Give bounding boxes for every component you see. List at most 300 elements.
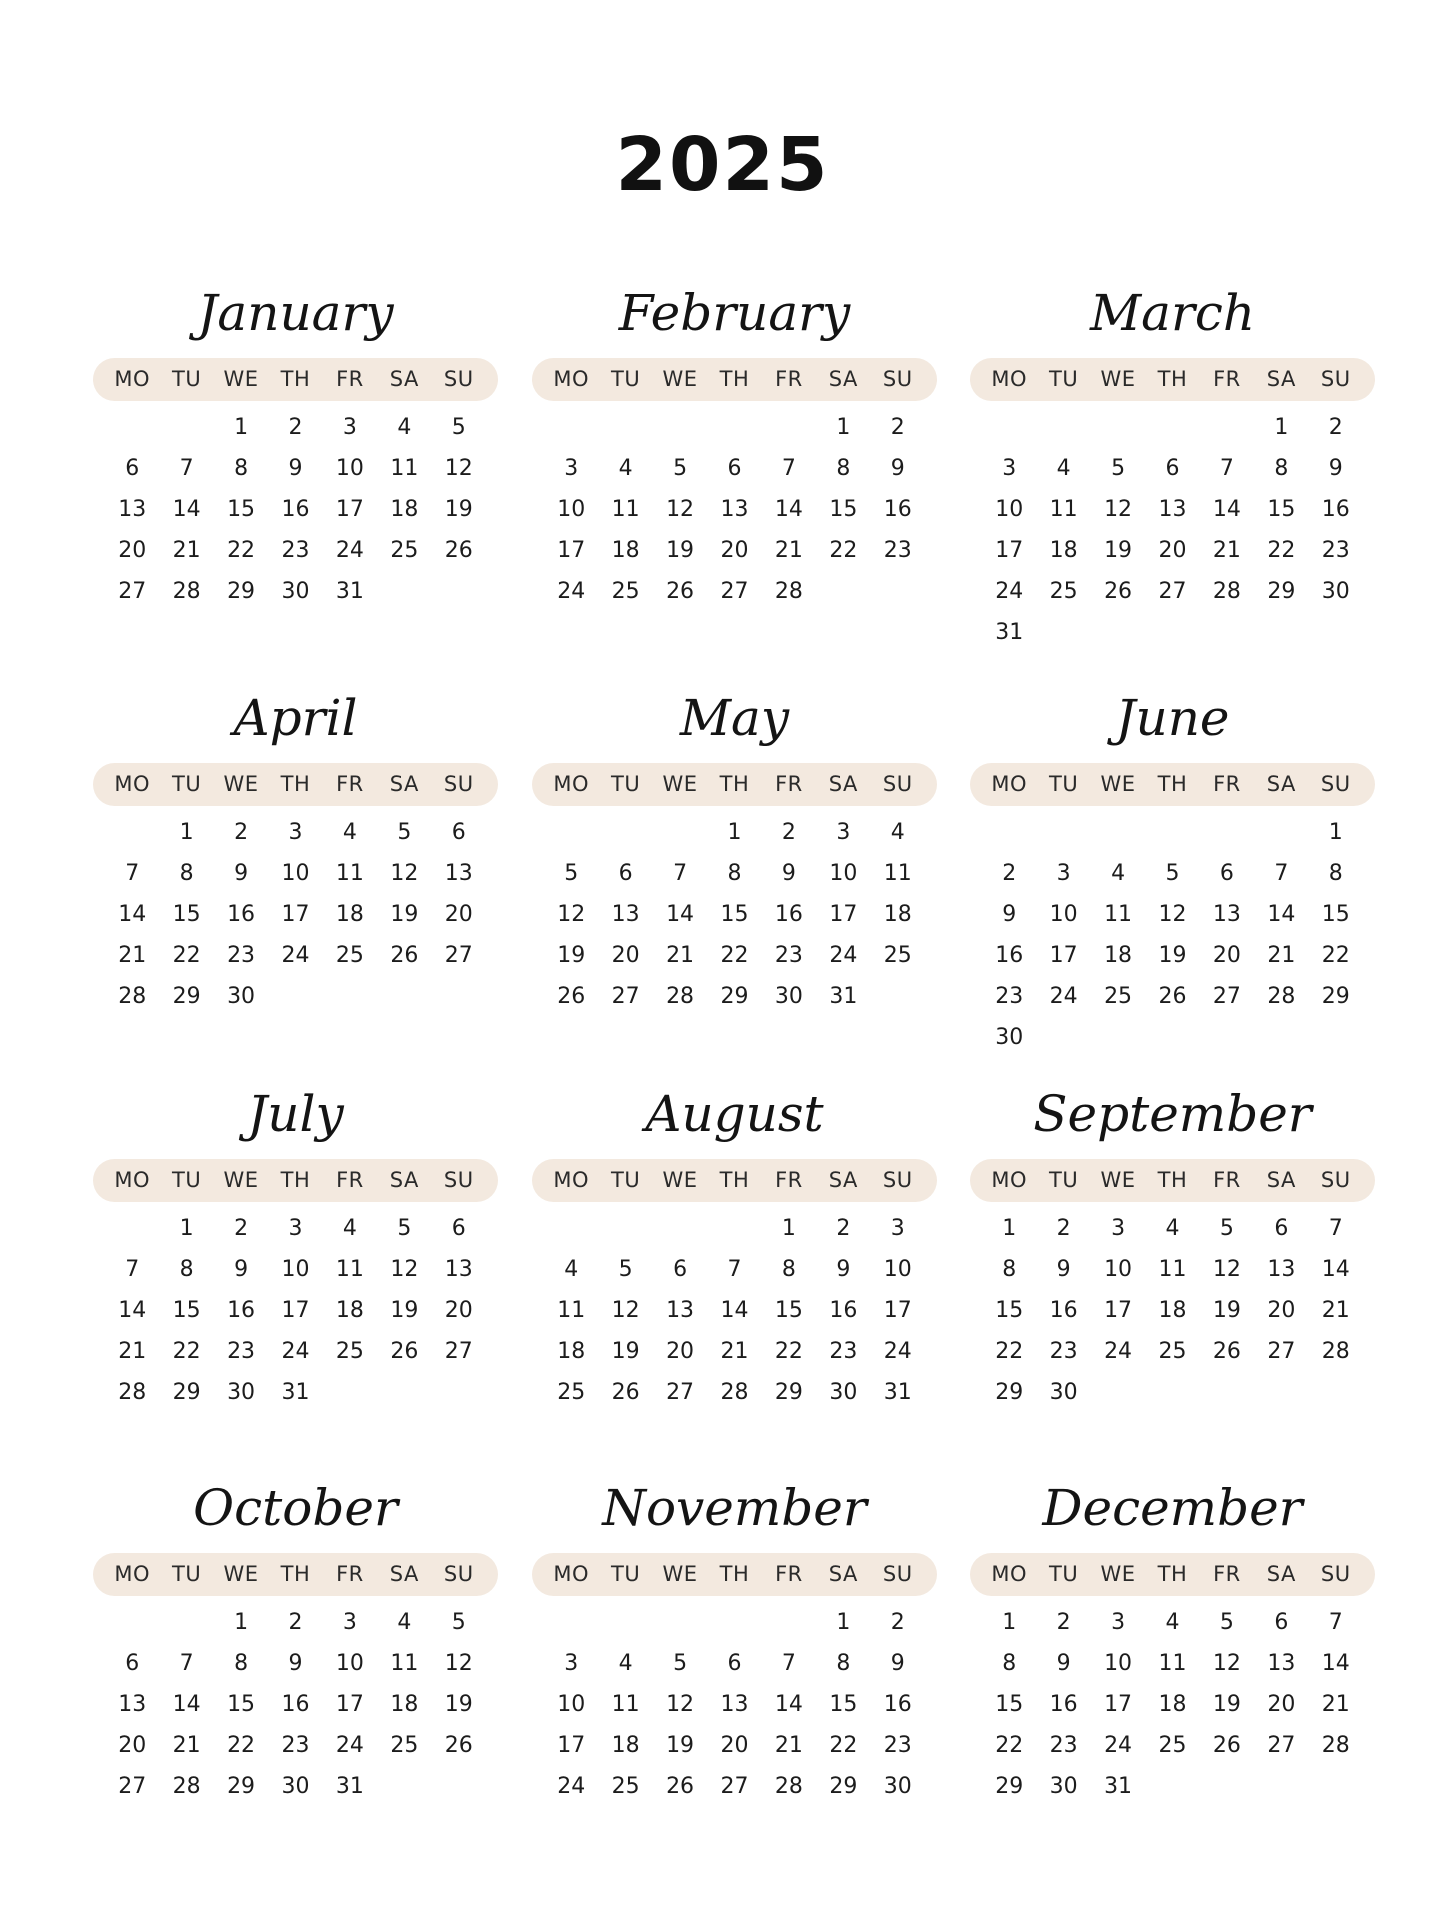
day-cell: 20: [720, 538, 749, 563]
day-cell: 28: [118, 1380, 147, 1405]
day-cell: 30: [281, 1774, 310, 1799]
weekday-header: [532, 358, 937, 401]
empty-day-cell: [707, 1208, 761, 1249]
day-cell: 23: [995, 984, 1024, 1009]
day-cell: 23: [883, 1733, 912, 1758]
day-cell: 16: [281, 1692, 310, 1717]
weekday-label: FR: [775, 772, 803, 796]
weekday-label: SA: [389, 1168, 419, 1192]
empty-day-cell: [598, 1208, 652, 1249]
day-cell: 16: [281, 497, 310, 522]
day-cell: 26: [666, 579, 695, 604]
day-cell: 29: [227, 1774, 256, 1799]
day-cell: 13: [118, 497, 147, 522]
day-cell: 15: [172, 1298, 201, 1323]
day-cell: 5: [1219, 1216, 1234, 1241]
year-title: 2025: [615, 122, 830, 208]
day-cell: 24: [281, 1339, 310, 1364]
day-cell: 7: [673, 861, 688, 886]
weekday-label: SU: [443, 1168, 474, 1192]
day-cell: 26: [390, 1339, 419, 1364]
day-cell: 28: [172, 1774, 201, 1799]
day-cell: 11: [1158, 1257, 1187, 1282]
empty-day-cell: [1091, 812, 1145, 853]
empty-day-cell: [653, 1208, 707, 1249]
day-cell: 20: [118, 1733, 147, 1758]
weekday-label: SA: [1266, 367, 1296, 391]
month-march: [970, 272, 1375, 653]
day-cell: 12: [390, 1257, 419, 1282]
day-cell: 18: [611, 1733, 640, 1758]
day-cell: 11: [1049, 497, 1078, 522]
month-name: December: [1042, 1479, 1303, 1537]
day-grid: [532, 407, 937, 612]
day-cell: 27: [1212, 984, 1241, 1009]
weekday-label: MO: [553, 1562, 590, 1586]
day-cell: 5: [397, 1216, 412, 1241]
day-cell: 13: [1267, 1257, 1296, 1282]
day-cell: 1: [1274, 415, 1289, 440]
day-cell: 21: [172, 1733, 201, 1758]
day-cell: 12: [557, 902, 586, 927]
weekday-header: [532, 1159, 937, 1202]
day-cell: 30: [774, 984, 803, 1009]
weekday-label: TU: [1049, 1562, 1079, 1586]
day-cell: 17: [557, 538, 586, 563]
month-september: [970, 1073, 1375, 1413]
day-cell: 27: [720, 579, 749, 604]
day-cell: 17: [281, 1298, 310, 1323]
weekday-label: MO: [991, 772, 1028, 796]
day-cell: 2: [836, 1216, 851, 1241]
day-cell: 22: [774, 1339, 803, 1364]
empty-day-cell: [1091, 407, 1145, 448]
day-cell: 11: [611, 497, 640, 522]
day-cell: 26: [1158, 984, 1187, 1009]
day-cell: 20: [666, 1339, 695, 1364]
day-cell: 1: [1002, 1610, 1017, 1635]
weekday-label: FR: [775, 1168, 803, 1192]
day-cell: 3: [1002, 456, 1017, 481]
day-cell: 6: [727, 456, 742, 481]
day-cell: 22: [995, 1339, 1024, 1364]
day-cell: 29: [1321, 984, 1350, 1009]
day-cell: 19: [390, 902, 419, 927]
day-cell: 17: [829, 902, 858, 927]
day-cell: 27: [720, 1774, 749, 1799]
day-cell: 10: [1104, 1651, 1133, 1676]
day-cell: 13: [118, 1692, 147, 1717]
day-cell: 23: [1049, 1733, 1078, 1758]
weekday-label: WE: [1100, 1168, 1136, 1192]
weekday-label: WE: [223, 1562, 259, 1586]
day-cell: 12: [1212, 1651, 1241, 1676]
month-name: November: [602, 1479, 867, 1537]
day-cell: 10: [557, 497, 586, 522]
day-cell: 20: [444, 1298, 473, 1323]
day-cell: 31: [995, 620, 1024, 645]
day-cell: 16: [1049, 1692, 1078, 1717]
weekday-label: TU: [172, 772, 202, 796]
weekday-label: TH: [719, 1562, 750, 1586]
day-cell: 15: [995, 1692, 1024, 1717]
day-cell: 2: [1328, 415, 1343, 440]
weekday-label: FR: [336, 1562, 364, 1586]
day-cell: 3: [564, 456, 579, 481]
day-cell: 31: [335, 1774, 364, 1799]
weekday-label: FR: [775, 367, 803, 391]
day-cell: 29: [1267, 579, 1296, 604]
day-cell: 27: [1267, 1339, 1296, 1364]
weekday-label: TU: [1049, 772, 1079, 796]
day-cell: 19: [611, 1339, 640, 1364]
weekday-header: [970, 763, 1375, 806]
day-cell: 15: [1267, 497, 1296, 522]
weekday-label: SA: [1266, 1168, 1296, 1192]
empty-day-cell: [105, 407, 159, 448]
month-name: April: [233, 689, 358, 747]
day-cell: 25: [611, 579, 640, 604]
day-cell: 2: [1056, 1610, 1071, 1635]
empty-day-cell: [544, 812, 598, 853]
day-cell: 5: [1219, 1610, 1234, 1635]
day-cell: 20: [1267, 1692, 1296, 1717]
day-cell: 9: [288, 1651, 303, 1676]
day-cell: 7: [179, 456, 194, 481]
day-cell: 24: [335, 538, 364, 563]
day-cell: 18: [1158, 1692, 1187, 1717]
day-cell: 4: [1165, 1216, 1180, 1241]
day-cell: 8: [1274, 456, 1289, 481]
month-may: [532, 677, 937, 1017]
day-cell: 7: [1328, 1216, 1343, 1241]
day-cell: 20: [1212, 943, 1241, 968]
day-cell: 9: [890, 1651, 905, 1676]
weekday-label: WE: [223, 367, 259, 391]
day-cell: 7: [1274, 861, 1289, 886]
weekday-label: WE: [662, 772, 698, 796]
weekday-label: FR: [1213, 772, 1241, 796]
day-cell: 29: [774, 1380, 803, 1405]
day-cell: 18: [557, 1339, 586, 1364]
day-cell: 19: [1212, 1692, 1241, 1717]
day-cell: 8: [179, 861, 194, 886]
day-cell: 8: [836, 1651, 851, 1676]
day-cell: 6: [1219, 861, 1234, 886]
day-cell: 29: [720, 984, 749, 1009]
day-cell: 21: [774, 538, 803, 563]
day-cell: 6: [125, 1651, 140, 1676]
day-cell: 13: [444, 861, 473, 886]
weekday-label: TH: [719, 1168, 750, 1192]
day-cell: 16: [774, 902, 803, 927]
day-cell: 1: [179, 1216, 194, 1241]
month-name: August: [645, 1085, 824, 1143]
day-cell: 24: [1049, 984, 1078, 1009]
day-cell: 3: [890, 1216, 905, 1241]
day-cell: 5: [564, 861, 579, 886]
day-cell: 28: [666, 984, 695, 1009]
day-cell: 15: [1321, 902, 1350, 927]
day-cell: 28: [1267, 984, 1296, 1009]
weekday-label: FR: [336, 772, 364, 796]
day-cell: 2: [1056, 1216, 1071, 1241]
day-cell: 21: [774, 1733, 803, 1758]
day-cell: 15: [172, 902, 201, 927]
weekday-label: SA: [389, 772, 419, 796]
day-cell: 1: [836, 415, 851, 440]
day-cell: 29: [829, 1774, 858, 1799]
month-name: February: [618, 284, 851, 342]
weekday-label: MO: [991, 367, 1028, 391]
day-cell: 25: [390, 1733, 419, 1758]
day-cell: 14: [1267, 902, 1296, 927]
empty-day-cell: [105, 812, 159, 853]
day-cell: 11: [390, 456, 419, 481]
empty-day-cell: [1145, 812, 1199, 853]
weekday-label: TH: [280, 1562, 311, 1586]
day-cell: 13: [1267, 1651, 1296, 1676]
day-cell: 2: [890, 1610, 905, 1635]
weekday-label: TU: [1049, 367, 1079, 391]
day-cell: 16: [995, 943, 1024, 968]
day-cell: 27: [611, 984, 640, 1009]
weekday-label: MO: [991, 1168, 1028, 1192]
day-cell: 28: [1212, 579, 1241, 604]
day-cell: 20: [1267, 1298, 1296, 1323]
day-cell: 30: [1049, 1774, 1078, 1799]
day-cell: 27: [444, 943, 473, 968]
weekday-label: SA: [389, 367, 419, 391]
day-cell: 2: [234, 820, 249, 845]
day-cell: 2: [288, 1610, 303, 1635]
day-cell: 17: [557, 1733, 586, 1758]
day-cell: 3: [288, 820, 303, 845]
day-cell: 7: [125, 1257, 140, 1282]
day-cell: 30: [995, 1025, 1024, 1050]
day-cell: 6: [451, 1216, 466, 1241]
day-cell: 12: [1212, 1257, 1241, 1282]
weekday-label: MO: [114, 367, 151, 391]
day-cell: 18: [335, 1298, 364, 1323]
day-cell: 3: [288, 1216, 303, 1241]
day-cell: 23: [1321, 538, 1350, 563]
day-cell: 28: [774, 1774, 803, 1799]
day-cell: 27: [118, 579, 147, 604]
day-cell: 22: [1321, 943, 1350, 968]
empty-day-cell: [105, 1602, 159, 1643]
day-cell: 26: [557, 984, 586, 1009]
day-cell: 7: [1328, 1610, 1343, 1635]
day-cell: 6: [1274, 1610, 1289, 1635]
day-cell: 25: [1158, 1339, 1187, 1364]
day-cell: 19: [1158, 943, 1187, 968]
day-cell: 2: [234, 1216, 249, 1241]
day-cell: 3: [564, 1651, 579, 1676]
empty-day-cell: [653, 407, 707, 448]
day-cell: 12: [390, 861, 419, 886]
month-april: [93, 677, 498, 1017]
weekday-label: WE: [1100, 772, 1136, 796]
empty-day-cell: [544, 407, 598, 448]
day-cell: 10: [995, 497, 1024, 522]
month-name: June: [1115, 689, 1230, 747]
day-cell: 18: [390, 497, 419, 522]
day-cell: 12: [666, 497, 695, 522]
day-cell: 11: [1158, 1651, 1187, 1676]
day-cell: 6: [618, 861, 633, 886]
day-cell: 1: [1328, 820, 1343, 845]
empty-day-cell: [653, 812, 707, 853]
weekday-label: TU: [172, 1562, 202, 1586]
day-cell: 30: [281, 579, 310, 604]
day-cell: 5: [673, 1651, 688, 1676]
day-cell: 24: [335, 1733, 364, 1758]
day-cell: 28: [774, 579, 803, 604]
weekday-label: FR: [775, 1562, 803, 1586]
day-cell: 14: [118, 1298, 147, 1323]
day-cell: 1: [727, 820, 742, 845]
weekday-label: SU: [443, 772, 474, 796]
day-cell: 29: [227, 579, 256, 604]
weekday-label: FR: [336, 367, 364, 391]
day-cell: 18: [335, 902, 364, 927]
weekday-label: SU: [882, 1562, 913, 1586]
weekday-label: WE: [223, 772, 259, 796]
day-cell: 6: [1274, 1216, 1289, 1241]
month-july: [93, 1073, 498, 1413]
day-cell: 17: [1049, 943, 1078, 968]
day-cell: 8: [727, 861, 742, 886]
day-cell: 21: [1321, 1298, 1350, 1323]
day-cell: 13: [1158, 497, 1187, 522]
day-cell: 24: [1104, 1733, 1133, 1758]
weekday-label: SU: [1320, 367, 1351, 391]
day-cell: 10: [281, 1257, 310, 1282]
weekday-label: FR: [336, 1168, 364, 1192]
day-cell: 26: [444, 538, 473, 563]
day-grid: [93, 1602, 498, 1807]
weekday-header: [93, 763, 498, 806]
day-cell: 30: [227, 1380, 256, 1405]
day-cell: 21: [172, 538, 201, 563]
day-cell: 29: [172, 1380, 201, 1405]
day-cell: 4: [618, 1651, 633, 1676]
day-cell: 14: [1321, 1651, 1350, 1676]
empty-day-cell: [982, 407, 1036, 448]
day-cell: 1: [781, 1216, 796, 1241]
day-cell: 11: [611, 1692, 640, 1717]
weekday-label: SU: [882, 1168, 913, 1192]
day-cell: 3: [342, 1610, 357, 1635]
empty-day-cell: [105, 1208, 159, 1249]
day-cell: 11: [390, 1651, 419, 1676]
empty-day-cell: [598, 407, 652, 448]
day-cell: 25: [390, 538, 419, 563]
day-cell: 3: [836, 820, 851, 845]
empty-day-cell: [159, 407, 213, 448]
weekday-label: TU: [611, 772, 641, 796]
day-cell: 30: [1321, 579, 1350, 604]
day-cell: 25: [335, 1339, 364, 1364]
empty-day-cell: [1145, 407, 1199, 448]
day-cell: 16: [227, 1298, 256, 1323]
day-cell: 1: [179, 820, 194, 845]
day-cell: 10: [1104, 1257, 1133, 1282]
weekday-header: [93, 358, 498, 401]
day-cell: 19: [390, 1298, 419, 1323]
day-cell: 28: [1321, 1733, 1350, 1758]
day-grid: [532, 1602, 937, 1807]
day-cell: 13: [666, 1298, 695, 1323]
weekday-label: TU: [172, 1168, 202, 1192]
weekday-label: WE: [1100, 1562, 1136, 1586]
day-cell: 15: [227, 1692, 256, 1717]
weekday-label: MO: [553, 1168, 590, 1192]
day-cell: 16: [883, 497, 912, 522]
day-cell: 6: [727, 1651, 742, 1676]
day-cell: 4: [1111, 861, 1126, 886]
day-cell: 19: [1212, 1298, 1241, 1323]
day-cell: 30: [1049, 1380, 1078, 1405]
day-cell: 31: [1104, 1774, 1133, 1799]
day-cell: 16: [883, 1692, 912, 1717]
day-cell: 31: [281, 1380, 310, 1405]
day-cell: 4: [1165, 1610, 1180, 1635]
day-cell: 18: [390, 1692, 419, 1717]
day-cell: 8: [234, 1651, 249, 1676]
day-cell: 9: [1328, 456, 1343, 481]
day-cell: 25: [1158, 1733, 1187, 1758]
day-cell: 24: [883, 1339, 912, 1364]
day-cell: 25: [883, 943, 912, 968]
day-cell: 18: [883, 902, 912, 927]
day-cell: 7: [781, 456, 796, 481]
weekday-label: SA: [828, 1562, 858, 1586]
weekday-label: TU: [172, 367, 202, 391]
day-cell: 4: [397, 415, 412, 440]
empty-day-cell: [598, 812, 652, 853]
day-cell: 22: [1267, 538, 1296, 563]
day-cell: 26: [611, 1380, 640, 1405]
day-cell: 21: [118, 1339, 147, 1364]
day-cell: 4: [342, 1216, 357, 1241]
day-cell: 1: [1002, 1216, 1017, 1241]
weekday-label: MO: [553, 772, 590, 796]
day-cell: 17: [335, 497, 364, 522]
weekday-label: TU: [611, 367, 641, 391]
day-cell: 17: [335, 1692, 364, 1717]
day-cell: 10: [335, 456, 364, 481]
weekday-label: MO: [114, 1562, 151, 1586]
empty-day-cell: [1036, 407, 1090, 448]
day-cell: 15: [720, 902, 749, 927]
day-cell: 5: [673, 456, 688, 481]
day-cell: 12: [666, 1692, 695, 1717]
day-cell: 8: [234, 456, 249, 481]
weekday-label: SU: [1320, 1562, 1351, 1586]
day-cell: 25: [557, 1380, 586, 1405]
day-cell: 9: [234, 1257, 249, 1282]
weekday-label: SA: [828, 772, 858, 796]
day-cell: 18: [1158, 1298, 1187, 1323]
day-cell: 27: [444, 1339, 473, 1364]
weekday-label: FR: [1213, 1562, 1241, 1586]
day-cell: 26: [390, 943, 419, 968]
weekday-label: FR: [1213, 367, 1241, 391]
day-cell: 27: [666, 1380, 695, 1405]
empty-day-cell: [762, 1602, 816, 1643]
